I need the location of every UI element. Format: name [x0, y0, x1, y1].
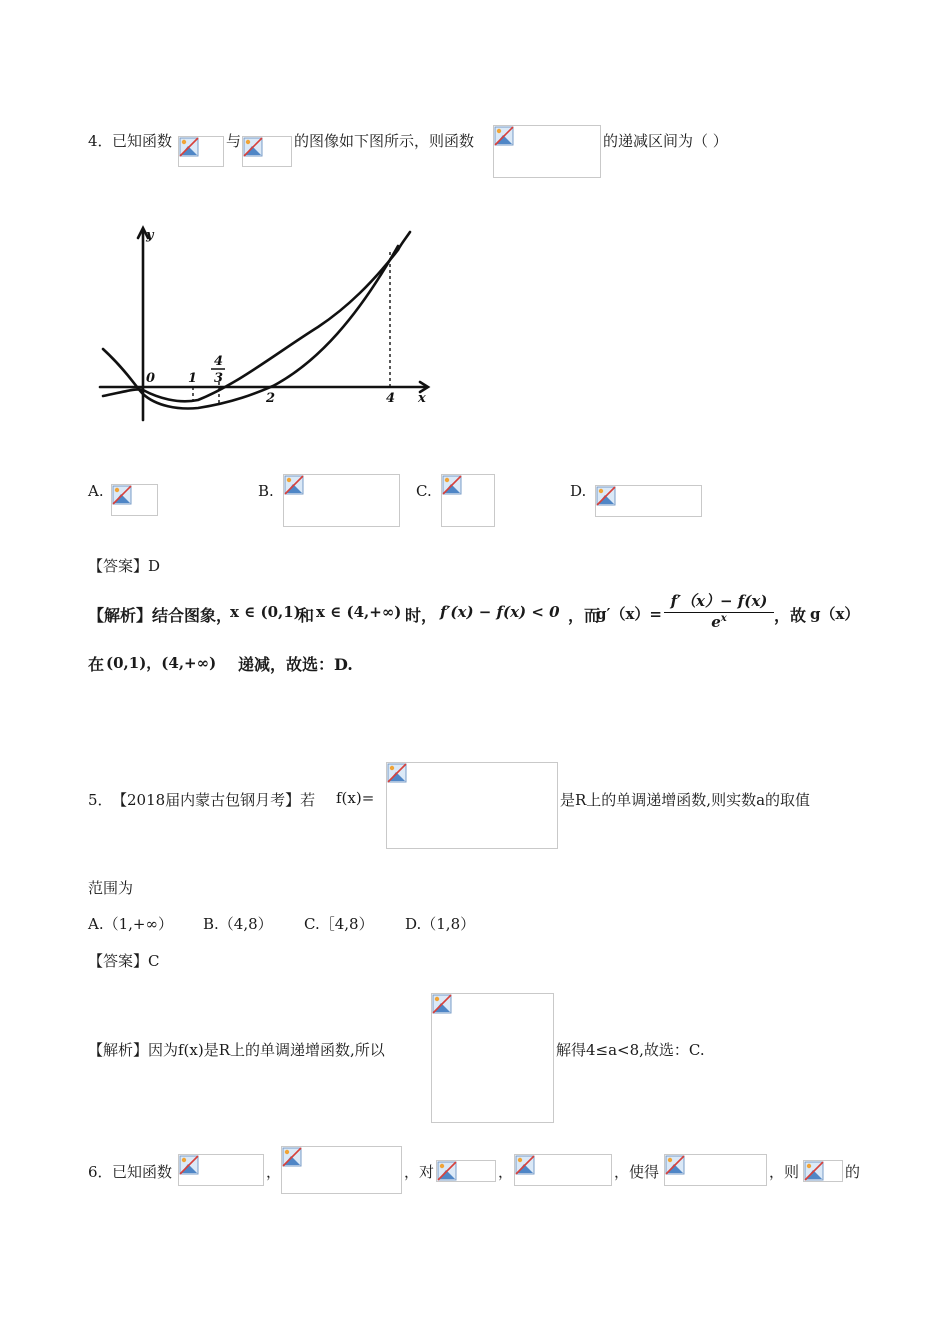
formula-image-placeholder	[281, 1146, 402, 1194]
option-a-formula	[111, 484, 158, 516]
option-b-formula	[283, 474, 400, 527]
option-b-label: B.	[258, 482, 274, 500]
option-c-formula	[441, 474, 495, 527]
tick-label-2: 2	[266, 391, 276, 406]
q5-source: 【2018届内蒙古包钢月考】若	[112, 791, 316, 809]
formula-image-placeholder	[803, 1160, 843, 1182]
q6-text-end: 的	[845, 1163, 861, 1181]
fraction	[664, 590, 774, 631]
x-axis-label: x	[418, 391, 426, 406]
q6-text-1: 已知函数	[112, 1163, 173, 1181]
broken-image-icon	[282, 1147, 302, 1167]
q6-comma: ，	[498, 1163, 514, 1181]
broken-image-icon	[432, 994, 452, 1014]
analysis-text: 在	[88, 655, 105, 674]
broken-image-icon	[284, 475, 304, 495]
formula-image-placeholder	[493, 125, 601, 178]
formula-image-placeholder	[664, 1154, 767, 1186]
inequality: f′(x) − f(x) < 0	[440, 603, 560, 621]
function-graph	[98, 222, 438, 427]
formula-image-placeholder	[242, 136, 292, 167]
g-prime: g′（x）=	[596, 605, 662, 623]
analysis-text: 结合图象，	[152, 606, 233, 625]
q5-analysis-result: 解得4≤a<8,故选：C.	[556, 1041, 705, 1059]
broken-image-icon	[665, 1155, 685, 1175]
analysis-text: 递减，故选：D.	[238, 655, 353, 674]
q5-rest: 是R上的单调递增函数,则实数a的取值	[560, 791, 811, 809]
analysis-text: ，故	[774, 606, 807, 625]
tick-label-1: 1	[188, 371, 198, 386]
option-d-label: D.	[570, 482, 587, 500]
formula-image-placeholder	[436, 1160, 496, 1182]
q6-text-4: ，则	[769, 1163, 800, 1181]
option-c-label: C.	[416, 482, 432, 500]
q5-answer: 【答案】C	[88, 952, 160, 970]
formula-image-placeholder	[514, 1154, 612, 1186]
broken-image-icon	[494, 126, 514, 146]
broken-image-icon	[179, 137, 199, 157]
q4-answer: 【答案】D	[88, 557, 161, 575]
tick-label-43-den: 3	[214, 371, 224, 386]
q4-number: 4．	[88, 132, 113, 150]
broken-image-icon	[804, 1161, 824, 1181]
q6-text-2: ，对	[404, 1163, 435, 1181]
broken-image-icon	[387, 763, 407, 783]
option-a-label: A.	[88, 482, 104, 500]
q5-analysis: 【解析】因为f(x)是R上的单调递增函数,所以	[88, 1041, 385, 1059]
y-axis-label: y	[146, 228, 154, 243]
q5-option-b: B.（4,8）	[203, 915, 273, 933]
q6-text-3: ，使得	[614, 1163, 660, 1181]
broken-image-icon	[243, 137, 263, 157]
broken-image-icon	[515, 1155, 535, 1175]
broken-image-icon	[596, 486, 616, 506]
q5-option-a: A.（1,+∞）	[88, 915, 173, 933]
interval-0-1: x ∈ (0,1)	[230, 603, 301, 621]
q5-fx: f(x)=	[336, 789, 375, 807]
broken-image-icon	[179, 1155, 199, 1175]
analysis-text: ，而	[568, 606, 601, 625]
origin-label: 0	[146, 371, 156, 386]
interval-4-inf: x ∈ (4,+∞)	[316, 603, 402, 621]
q5-option-d: D.（1,8）	[405, 915, 476, 933]
fraction-denominator: $e^x$	[711, 613, 727, 631]
q5-number: 5．	[88, 791, 113, 809]
q4-text-1: 已知函数	[112, 132, 173, 150]
fraction-numerator: f′（x）− f(x)	[664, 590, 774, 613]
broken-image-icon	[112, 485, 132, 505]
q6-number: 6．	[88, 1163, 113, 1181]
system-formula	[431, 993, 554, 1123]
formula-image-placeholder	[178, 136, 224, 167]
intervals: (0,1)，(4,+∞)	[106, 654, 217, 672]
tick-label-43-num: 4	[214, 354, 224, 369]
tick-label-4: 4	[386, 391, 396, 406]
q4-text-2: 与	[226, 132, 242, 150]
option-d-formula	[595, 485, 702, 517]
q6-comma: ，	[266, 1163, 282, 1181]
q5-line2: 范围为	[88, 879, 134, 897]
broken-image-icon	[437, 1161, 457, 1181]
analysis-tag: 【解析】	[88, 606, 153, 625]
q4-text-4: 的递减区间为（ ）	[603, 132, 728, 150]
analysis-text: 和	[298, 606, 315, 625]
formula-image-placeholder	[178, 1154, 264, 1186]
q4-text-3: 的图像如下图所示，则函数	[294, 132, 475, 150]
q5-option-c: C.［4,8）	[304, 915, 374, 933]
piecewise-formula	[386, 762, 558, 849]
broken-image-icon	[442, 475, 462, 495]
g-of-x: g（x）	[810, 605, 860, 623]
analysis-text: 时，	[405, 606, 438, 625]
